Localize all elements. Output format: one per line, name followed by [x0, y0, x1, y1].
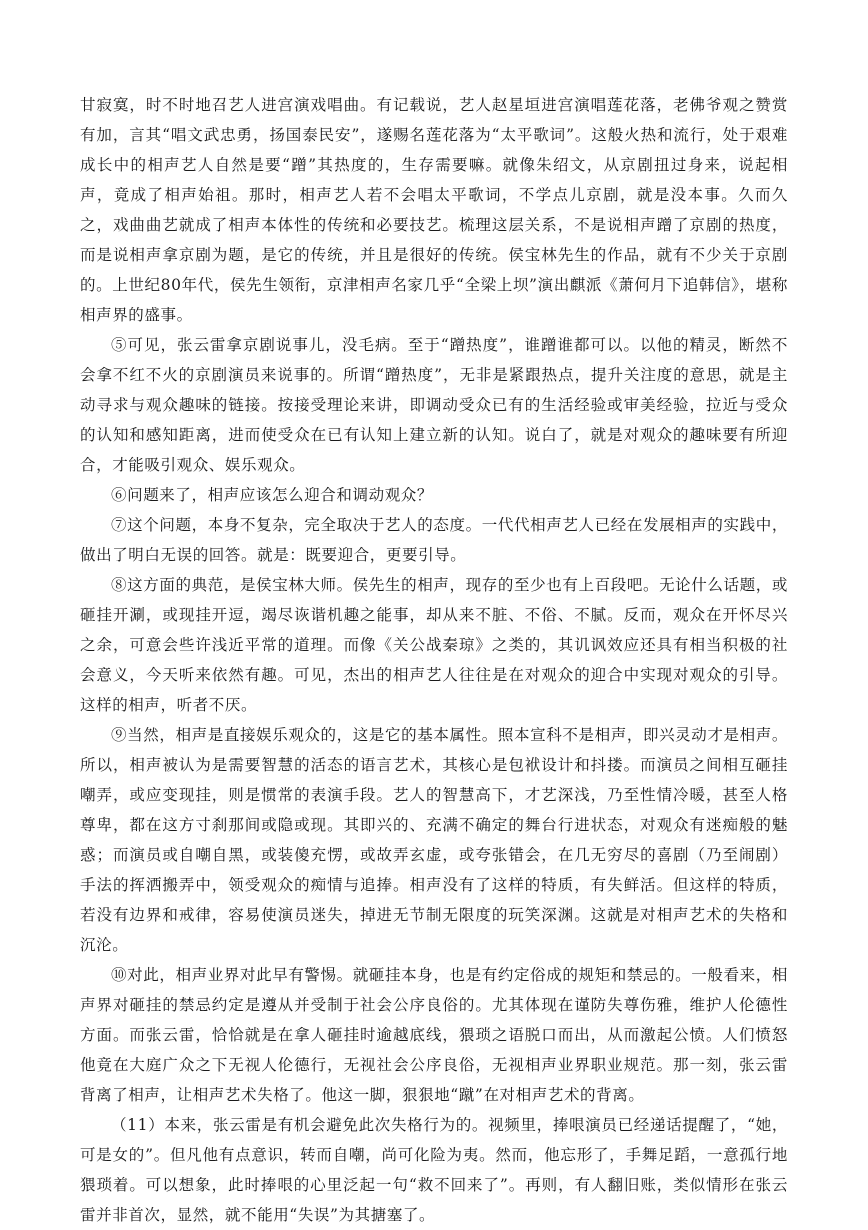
paragraph-continued: 甘寂寞，时不时地召艺人进宫演戏唱曲。有记载说，艺人赵星垣进宫演唱莲花落，老佛爷观之赞赏有加，言其“唱文武忠勇，扬国泰民安”，遂赐名莲花落为“太平歌词”。这般火热和流行，处于艰难成长中的相声艺人自然是要“蹭”其热度的，生存需要嘛。就像朱绍文，从京剧扭过身来，说起相声，竟成了相声始祖。那时，相声艺人若不会唱太平歌词，不学点儿京剧，就是没本事。久而久之，戏曲曲艺就成了相声本体性的传统和必要技艺。梳理这层关系，不是说相声蹭了京剧的热度，而是说相声拿京剧为题，是它的传统，并且是很好的传统。侯宝林先生的作品，就有不少关于京剧的。上世纪80年代，侯先生领衔，京津相声名家几乎“全梁上坝”演出麒派《萧何月下追韩信》，堪称相声界的盛事。	[80, 96, 788, 324]
paragraph-11: （11）本来，张云雷是有机会避免此次失格行为的。视频里，捧哏演员已经递话提醒了，“她，可是女的”。但凡他有点意识，转而自嘲，尚可化险为夷。然而，他忘形了，手舞足蹈，一意孤行地猥琐着。可以想象，此时捧哏的心里泛起一句“救不回来了”。再则，有人翻旧账，类似情形在张云雷并非首次，显然，就不能用“失误”为其搪塞了。	[80, 1116, 788, 1224]
paragraph-5: ⑤可见，张云雷拿京剧说事儿，没毛病。至于“蹭热度”，谁蹭谁都可以。以他的精灵，断然不会拿不红不火的京剧演员来说事的。所谓“蹭热度”，无非是紧跟热点，提升关注度的意思，就是主动寻求与观众趣味的链接。按接受理论来讲，即调动受众已有的生活经验或审美经验，拉近与受众的认知和感知距离，进而使受众在已有认知上建立新的认知。说白了，就是对观众的趣味要有所迎合，才能吸引观众、娱乐观众。	[80, 336, 788, 474]
paragraph-6: ⑥问题来了，相声应该怎么迎合和调动观众？	[111, 486, 434, 504]
paragraph-10: ⑩对此，相声业界对此早有警惕。就砸挂本身，也是有约定俗成的规矩和禁忌的。一般看来，相声界对砸挂的禁忌约定是遵从并受制于社会公序良俗的。尤其体现在谨防失尊伤雅，维护人伦德性方面。而张云雷，恰恰就是在拿人砸挂时逾越底线，猥琐之语脱口而出，从而激起公愤。人们愤怒他竟在大庭广众之下无视人伦德行，无视社会公序良俗，无视相声业界职业规范。那一刻，张云雷背离了相声，让相声艺术失格了。他这一脚，狠狠地“蹴”在对相声艺术的背离。	[80, 966, 788, 1104]
paragraph-8: ⑧这方面的典范，是侯宝林大师。侯先生的相声，现存的至少也有上百段吧。无论什么话题，或砸挂开涮，或现挂开逗，竭尽诙谐机趣之能事，却从来不脏、不俗、不腻。反而，观众在开怀尽兴之余，可意会些许浅近平常的道理。而像《关公战秦琼》之类的，其讥讽效应还具有相当积极的社会意义，今天听来依然有趣。可见，杰出的相声艺人往往是在对观众的迎合中实现对观众的引导。这样的相声，听者不厌。	[80, 576, 788, 714]
document-body	[80, 90, 788, 1230]
paragraph-9: ⑨当然，相声是直接娱乐观众的，这是它的基本属性。照本宣科不是相声，即兴灵动才是相声。所以，相声被认为是需要智慧的活态的语言艺术，其核心是包袱设计和抖搂。而演员之间相互砸挂嘲弄，或应变现挂，则是惯常的表演手段。艺人的智慧高下，才艺深浅，乃至性情冷暖，甚至人格尊卑，都在这方寸刹那间或隐或现。其即兴的、充满不确定的舞台行进状态，对观众有迷痴般的魅惑；而演员或自嘲自黑，或装傻充愣，或故弄玄虚，或夸张错会，在几无穷尽的喜剧（乃至闹剧）手法的挥洒搬弄中，领受观众的痴情与追捧。相声没有了这样的特质，有失鲜活。但这样的特质，若没有边界和戒律，容易使演员迷失，掉进无节制无限度的玩笑深渊。这就是对相声艺术的失格和沉沦。	[80, 726, 788, 954]
paragraph-7: ⑦这个问题，本身不复杂，完全取决于艺人的态度。一代代相声艺人已经在发展相声的实践中，做出了明白无误的回答。就是：既要迎合，更要引导。	[80, 516, 788, 564]
